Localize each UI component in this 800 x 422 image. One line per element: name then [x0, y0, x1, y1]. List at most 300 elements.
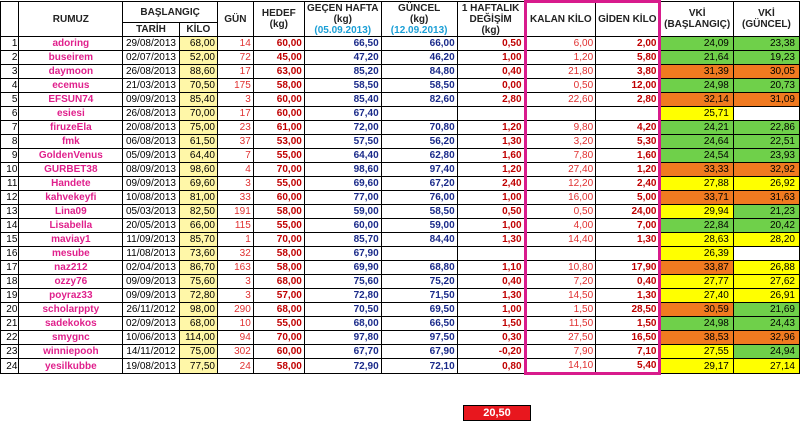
member-name-cell: winniepooh — [19, 345, 123, 359]
current-weight-cell: 66,00 — [381, 37, 457, 51]
bmi-current-cell — [733, 107, 799, 121]
target-weight-cell: 58,00 — [253, 247, 304, 261]
last-week-weight-cell: 66,50 — [304, 37, 381, 51]
last-week-weight-cell: 67,40 — [304, 107, 381, 121]
row-index-cell: 21 — [1, 317, 19, 331]
days-count-cell: 4 — [217, 163, 253, 177]
lost-kilo-cell: 5,80 — [596, 51, 660, 65]
current-weight-cell: 66,50 — [381, 317, 457, 331]
bmi-start-cell: 27,88 — [660, 177, 733, 191]
current-weight-cell: 67,20 — [381, 177, 457, 191]
row-index-cell: 16 — [1, 247, 19, 261]
table-row — [1, 345, 800, 359]
header-hedef-label: HEDEF — [261, 8, 296, 19]
header-tarih: TARİH — [123, 23, 179, 37]
start-date-cell: 29/08/2013 — [123, 37, 179, 51]
lost-kilo-cell: 4,20 — [596, 121, 660, 135]
lost-kilo-cell: 17,90 — [596, 261, 660, 275]
current-weight-cell: 76,00 — [381, 191, 457, 205]
target-weight-cell: 61,00 — [253, 121, 304, 135]
bmi-current-cell: 31,63 — [733, 191, 799, 205]
table-row — [1, 247, 800, 261]
bmi-current-cell: 23,38 — [733, 37, 799, 51]
current-weight-cell — [381, 247, 457, 261]
table-row — [1, 233, 800, 247]
member-name-cell: maviay1 — [19, 233, 123, 247]
start-weight-cell: 68,00 — [179, 37, 217, 51]
start-weight-cell: 82,50 — [179, 205, 217, 219]
bmi-current-cell: 19,23 — [733, 51, 799, 65]
target-weight-cell: 55,00 — [253, 149, 304, 163]
header-gecen-hafta-label: GEÇEN HAFTA — [307, 2, 379, 14]
bmi-current-cell: 21,23 — [733, 205, 799, 219]
start-date-cell: 26/08/2013 — [123, 65, 179, 79]
remaining-kilo-cell: 27,50 — [525, 331, 596, 345]
target-weight-cell: 45,00 — [253, 51, 304, 65]
start-weight-cell: 52,00 — [179, 51, 217, 65]
bmi-start-cell: 33,87 — [660, 261, 733, 275]
start-date-cell: 02/07/2013 — [123, 51, 179, 65]
target-weight-cell: 60,00 — [253, 107, 304, 121]
days-count-cell: 3 — [217, 289, 253, 303]
member-name-cell: adoring — [19, 37, 123, 51]
start-weight-cell: 70,50 — [179, 79, 217, 93]
row-index-cell: 20 — [1, 303, 19, 317]
bmi-start-cell: 29,17 — [660, 359, 733, 374]
member-name-cell: Lina09 — [19, 205, 123, 219]
start-date-cell: 26/08/2013 — [123, 107, 179, 121]
bmi-start-cell: 21,64 — [660, 51, 733, 65]
header-hedef — [253, 2, 304, 37]
bmi-start-cell: 31,39 — [660, 65, 733, 79]
current-weight-cell: 62,80 — [381, 149, 457, 163]
row-index-cell: 4 — [1, 79, 19, 93]
start-weight-cell: 114,00 — [179, 331, 217, 345]
header-gecen-hafta-date: (05.09.2013) — [314, 24, 372, 36]
start-date-cell: 11/08/2013 — [123, 247, 179, 261]
member-name-cell: scholarppty — [19, 303, 123, 317]
start-weight-cell: 70,00 — [179, 107, 217, 121]
row-index-cell: 8 — [1, 135, 19, 149]
weekly-change-cell: 0,50 — [457, 37, 525, 51]
header-row — [1, 2, 800, 23]
lost-kilo-cell: 1,20 — [596, 163, 660, 177]
days-count-cell: 33 — [217, 191, 253, 205]
remaining-kilo-cell: 0,50 — [525, 79, 596, 93]
start-date-cell: 08/09/2013 — [123, 163, 179, 177]
table-row — [1, 121, 800, 135]
header-hedef-unit: (kg) — [269, 19, 288, 30]
member-name-cell: EFSUN74 — [19, 93, 123, 107]
row-index-cell: 9 — [1, 149, 19, 163]
bmi-current-cell: 26,88 — [733, 261, 799, 275]
table-row — [1, 331, 800, 345]
header-vki-guncel — [733, 2, 799, 37]
target-weight-cell: 57,00 — [253, 289, 304, 303]
last-week-weight-cell: 47,20 — [304, 51, 381, 65]
target-weight-cell: 60,00 — [253, 191, 304, 205]
last-week-weight-cell: 68,00 — [304, 317, 381, 331]
bmi-current-cell: 20,42 — [733, 219, 799, 233]
header-degisim-unit: (kg) — [481, 24, 500, 36]
bmi-current-cell: 32,92 — [733, 163, 799, 177]
table-row — [1, 275, 800, 289]
bmi-current-cell: 26,92 — [733, 177, 799, 191]
days-count-cell: 191 — [217, 205, 253, 219]
last-week-weight-cell: 59,00 — [304, 205, 381, 219]
start-weight-cell: 88,60 — [179, 65, 217, 79]
weekly-change-cell — [457, 247, 525, 261]
start-date-cell: 20/05/2013 — [123, 219, 179, 233]
table-row — [1, 163, 800, 177]
lost-kilo-cell: 2,00 — [596, 37, 660, 51]
bmi-start-cell: 24,98 — [660, 79, 733, 93]
lost-kilo-cell: 0,40 — [596, 275, 660, 289]
lost-kilo-cell: 16,50 — [596, 331, 660, 345]
remaining-kilo-cell: 22,60 — [525, 93, 596, 107]
bmi-current-cell: 22,86 — [733, 121, 799, 135]
member-name-cell: Lisabella — [19, 219, 123, 233]
bmi-current-cell: 28,20 — [733, 233, 799, 247]
last-week-weight-cell: 67,70 — [304, 345, 381, 359]
start-date-cell: 05/09/2013 — [123, 149, 179, 163]
start-date-cell: 21/03/2013 — [123, 79, 179, 93]
header-vki-gun-line2: (GÜNCEL) — [741, 19, 791, 30]
start-weight-cell: 85,40 — [179, 93, 217, 107]
last-week-weight-cell: 57,50 — [304, 135, 381, 149]
table-row — [1, 303, 800, 317]
weekly-change-cell: 1,30 — [457, 135, 525, 149]
weekly-change-cell — [457, 107, 525, 121]
row-index-cell: 2 — [1, 51, 19, 65]
current-weight-cell: 46,20 — [381, 51, 457, 65]
table-row — [1, 219, 800, 233]
remaining-kilo-cell: 7,20 — [525, 275, 596, 289]
header-vki-bas-line1: VKİ — [688, 8, 706, 19]
target-weight-cell: 58,00 — [253, 205, 304, 219]
weekly-change-cell: 1,50 — [457, 317, 525, 331]
last-week-weight-cell: 70,50 — [304, 303, 381, 317]
target-weight-cell: 55,00 — [253, 317, 304, 331]
start-date-cell: 10/06/2013 — [123, 331, 179, 345]
current-weight-cell: 69,50 — [381, 303, 457, 317]
last-week-weight-cell: 75,60 — [304, 275, 381, 289]
current-weight-cell: 71,50 — [381, 289, 457, 303]
bmi-current-cell — [733, 247, 799, 261]
header-guncel-date: (12.09.2013) — [390, 24, 448, 36]
remaining-kilo-cell — [525, 107, 596, 121]
current-weight-cell: 68,80 — [381, 261, 457, 275]
bmi-start-cell: 24,98 — [660, 317, 733, 331]
target-weight-cell: 60,00 — [253, 37, 304, 51]
table-row — [1, 37, 800, 51]
bmi-current-cell: 24,94 — [733, 345, 799, 359]
target-weight-cell: 70,00 — [253, 233, 304, 247]
lost-kilo-cell: 24,00 — [596, 205, 660, 219]
bmi-current-cell: 24,43 — [733, 317, 799, 331]
bmi-current-cell: 26,91 — [733, 289, 799, 303]
member-name-cell: sadekokos — [19, 317, 123, 331]
days-count-cell: 175 — [217, 79, 253, 93]
member-name-cell: GURBET38 — [19, 163, 123, 177]
start-date-cell: 14/11/2012 — [123, 345, 179, 359]
start-weight-cell: 61,50 — [179, 135, 217, 149]
table-row — [1, 261, 800, 275]
bmi-current-cell: 31,09 — [733, 93, 799, 107]
start-date-cell: 05/03/2013 — [123, 205, 179, 219]
table-row — [1, 135, 800, 149]
remaining-kilo-cell: 9,80 — [525, 121, 596, 135]
last-week-weight-cell: 67,90 — [304, 247, 381, 261]
target-weight-cell: 53,00 — [253, 135, 304, 149]
remaining-kilo-cell: 7,90 — [525, 345, 596, 359]
row-index-cell: 14 — [1, 219, 19, 233]
start-weight-cell: 73,60 — [179, 247, 217, 261]
remaining-kilo-cell: 3,20 — [525, 135, 596, 149]
row-index-cell: 19 — [1, 289, 19, 303]
start-date-cell: 02/04/2013 — [123, 261, 179, 275]
start-weight-cell: 85,70 — [179, 233, 217, 247]
weekly-change-cell: 1,20 — [457, 163, 525, 177]
table-row — [1, 317, 800, 331]
start-date-cell: 02/09/2013 — [123, 317, 179, 331]
bmi-current-cell: 21,69 — [733, 303, 799, 317]
header-gecen-hafta-unit: (kg) — [333, 13, 352, 25]
start-weight-cell: 75,60 — [179, 275, 217, 289]
lost-kilo-cell: 5,40 — [596, 359, 660, 374]
bmi-current-cell: 20,73 — [733, 79, 799, 93]
last-week-weight-cell: 98,60 — [304, 163, 381, 177]
remaining-kilo-cell: 7,80 — [525, 149, 596, 163]
last-week-weight-cell: 97,80 — [304, 331, 381, 345]
weekly-change-cell: 1,60 — [457, 149, 525, 163]
start-weight-cell: 77,50 — [179, 359, 217, 374]
member-name-cell: daymoon — [19, 65, 123, 79]
remaining-kilo-cell: 12,20 — [525, 177, 596, 191]
bmi-start-cell: 22,84 — [660, 219, 733, 233]
target-weight-cell: 55,00 — [253, 177, 304, 191]
remaining-kilo-cell: 16,00 — [525, 191, 596, 205]
member-name-cell: GoldenVenus — [19, 149, 123, 163]
lost-kilo-cell: 28,50 — [596, 303, 660, 317]
table-row — [1, 359, 800, 374]
days-count-cell: 17 — [217, 107, 253, 121]
table-row — [1, 177, 800, 191]
header-degisim-line1: 1 HAFTALIK — [461, 2, 520, 14]
weekly-change-cell: 0,00 — [457, 79, 525, 93]
header-guncel-label: GÜNCEL — [398, 2, 441, 14]
remaining-kilo-cell: 10,80 — [525, 261, 596, 275]
bmi-start-cell: 29,94 — [660, 205, 733, 219]
lost-kilo-cell: 3,80 — [596, 65, 660, 79]
weekly-change-cell: 1,20 — [457, 121, 525, 135]
days-count-cell: 23 — [217, 121, 253, 135]
member-name-cell: esiesi — [19, 107, 123, 121]
start-date-cell: 09/09/2013 — [123, 93, 179, 107]
target-weight-cell: 58,00 — [253, 261, 304, 275]
row-index-cell: 17 — [1, 261, 19, 275]
header-rumuz: RUMUZ — [19, 2, 123, 37]
target-weight-cell: 70,00 — [253, 331, 304, 345]
start-weight-cell: 86,70 — [179, 261, 217, 275]
row-index-cell: 6 — [1, 107, 19, 121]
start-weight-cell: 69,60 — [179, 177, 217, 191]
days-count-cell: 10 — [217, 317, 253, 331]
weekly-change-cell: 1,00 — [457, 219, 525, 233]
start-weight-cell: 72,80 — [179, 289, 217, 303]
bmi-current-cell: 30,05 — [733, 65, 799, 79]
start-weight-cell: 75,00 — [179, 345, 217, 359]
table-row — [1, 191, 800, 205]
bmi-current-cell: 23,93 — [733, 149, 799, 163]
days-count-cell: 14 — [217, 37, 253, 51]
days-count-cell: 115 — [217, 219, 253, 233]
row-index-cell: 22 — [1, 331, 19, 345]
weekly-change-cell: 1,30 — [457, 289, 525, 303]
bmi-start-cell: 27,55 — [660, 345, 733, 359]
remaining-kilo-cell: 1,50 — [525, 303, 596, 317]
days-count-cell: 3 — [217, 93, 253, 107]
header-degisim-line2: DEĞİŞİM — [469, 13, 512, 25]
target-weight-cell: 68,00 — [253, 303, 304, 317]
current-weight-cell: 97,50 — [381, 331, 457, 345]
start-weight-cell: 98,00 — [179, 303, 217, 317]
start-weight-cell: 98,60 — [179, 163, 217, 177]
weekly-change-cell: -0,20 — [457, 345, 525, 359]
member-name-cell: naz212 — [19, 261, 123, 275]
remaining-kilo-cell: 27,40 — [525, 163, 596, 177]
lost-kilo-cell: 1,30 — [596, 289, 660, 303]
current-weight-cell: 84,40 — [381, 233, 457, 247]
table-row — [1, 205, 800, 219]
current-weight-cell: 67,90 — [381, 345, 457, 359]
row-index-cell: 10 — [1, 163, 19, 177]
weekly-change-cell: 1,00 — [457, 191, 525, 205]
start-date-cell: 20/08/2013 — [123, 121, 179, 135]
start-date-cell: 11/09/2013 — [123, 233, 179, 247]
row-index-cell: 18 — [1, 275, 19, 289]
days-count-cell: 302 — [217, 345, 253, 359]
bmi-current-cell: 22,51 — [733, 135, 799, 149]
current-weight-cell: 84,80 — [381, 65, 457, 79]
table-row — [1, 107, 800, 121]
bmi-start-cell: 27,77 — [660, 275, 733, 289]
remaining-kilo-cell: 14,10 — [525, 359, 596, 374]
weekly-change-cell: 2,80 — [457, 93, 525, 107]
lost-kilo-cell: 1,30 — [596, 233, 660, 247]
target-weight-cell: 63,00 — [253, 65, 304, 79]
table-row — [1, 79, 800, 93]
target-weight-cell: 58,00 — [253, 79, 304, 93]
days-count-cell: 1 — [217, 233, 253, 247]
bmi-start-cell: 24,09 — [660, 37, 733, 51]
bmi-current-cell: 27,14 — [733, 359, 799, 374]
bmi-start-cell: 24,64 — [660, 135, 733, 149]
member-name-cell: kahvekeyfi — [19, 191, 123, 205]
start-weight-cell: 81,00 — [179, 191, 217, 205]
row-index-cell: 24 — [1, 359, 19, 374]
days-count-cell: 32 — [217, 247, 253, 261]
bmi-start-cell: 32,14 — [660, 93, 733, 107]
table-row — [1, 51, 800, 65]
current-weight-cell: 59,00 — [381, 219, 457, 233]
remaining-kilo-cell — [525, 247, 596, 261]
header-vki-bas-line2: (BAŞLANGIÇ) — [664, 19, 731, 30]
member-name-cell: poyraz33 — [19, 289, 123, 303]
current-weight-cell: 82,60 — [381, 93, 457, 107]
lost-kilo-cell: 1,60 — [596, 149, 660, 163]
remaining-kilo-cell: 14,50 — [525, 289, 596, 303]
weekly-change-cell: 2,40 — [457, 177, 525, 191]
start-date-cell: 09/09/2013 — [123, 275, 179, 289]
last-week-weight-cell: 58,50 — [304, 79, 381, 93]
weekly-change-cell: 0,80 — [457, 359, 525, 374]
days-count-cell: 72 — [217, 51, 253, 65]
start-weight-cell: 64,40 — [179, 149, 217, 163]
member-name-cell: ozzy76 — [19, 275, 123, 289]
bmi-start-cell: 24,21 — [660, 121, 733, 135]
weekly-change-cell: 1,00 — [457, 51, 525, 65]
last-week-weight-cell: 85,40 — [304, 93, 381, 107]
last-week-weight-cell: 85,20 — [304, 65, 381, 79]
last-week-weight-cell: 69,60 — [304, 177, 381, 191]
row-index-cell: 1 — [1, 37, 19, 51]
member-name-cell: firuzeEla — [19, 121, 123, 135]
header-gecen-hafta — [304, 2, 381, 37]
weekly-change-cell: 0,40 — [457, 275, 525, 289]
member-name-cell: ecemus — [19, 79, 123, 93]
current-weight-cell: 56,20 — [381, 135, 457, 149]
last-week-weight-cell: 72,00 — [304, 121, 381, 135]
weekly-change-cell: 1,30 — [457, 233, 525, 247]
current-weight-cell: 97,40 — [381, 163, 457, 177]
total-change-cell: 20,50 — [463, 405, 531, 421]
table-row — [1, 65, 800, 79]
lost-kilo-cell: 5,30 — [596, 135, 660, 149]
target-weight-cell: 58,00 — [253, 359, 304, 374]
row-index-cell: 13 — [1, 205, 19, 219]
start-date-cell: 26/11/2012 — [123, 303, 179, 317]
last-week-weight-cell: 72,80 — [304, 289, 381, 303]
bmi-start-cell: 33,71 — [660, 191, 733, 205]
header-giden: GİDEN KİLO — [596, 2, 660, 37]
table-row — [1, 93, 800, 107]
current-weight-cell — [381, 107, 457, 121]
start-weight-cell: 66,00 — [179, 219, 217, 233]
days-count-cell: 290 — [217, 303, 253, 317]
days-count-cell: 3 — [217, 177, 253, 191]
start-weight-cell: 75,00 — [179, 121, 217, 135]
lost-kilo-cell: 7,10 — [596, 345, 660, 359]
last-week-weight-cell: 60,00 — [304, 219, 381, 233]
remaining-kilo-cell: 0,50 — [525, 205, 596, 219]
bmi-start-cell: 25,71 — [660, 107, 733, 121]
weekly-change-cell: 1,00 — [457, 303, 525, 317]
header-gun: GÜN — [217, 2, 253, 37]
days-count-cell: 17 — [217, 65, 253, 79]
days-count-cell: 7 — [217, 149, 253, 163]
remaining-kilo-cell: 1,20 — [525, 51, 596, 65]
member-name-cell: smygnc — [19, 331, 123, 345]
last-week-weight-cell: 69,90 — [304, 261, 381, 275]
row-index-cell: 7 — [1, 121, 19, 135]
current-weight-cell: 58,50 — [381, 79, 457, 93]
header-degisim — [457, 2, 525, 37]
days-count-cell: 3 — [217, 275, 253, 289]
weekly-change-cell: 0,40 — [457, 65, 525, 79]
row-index-cell: 11 — [1, 177, 19, 191]
row-index-cell: 12 — [1, 191, 19, 205]
